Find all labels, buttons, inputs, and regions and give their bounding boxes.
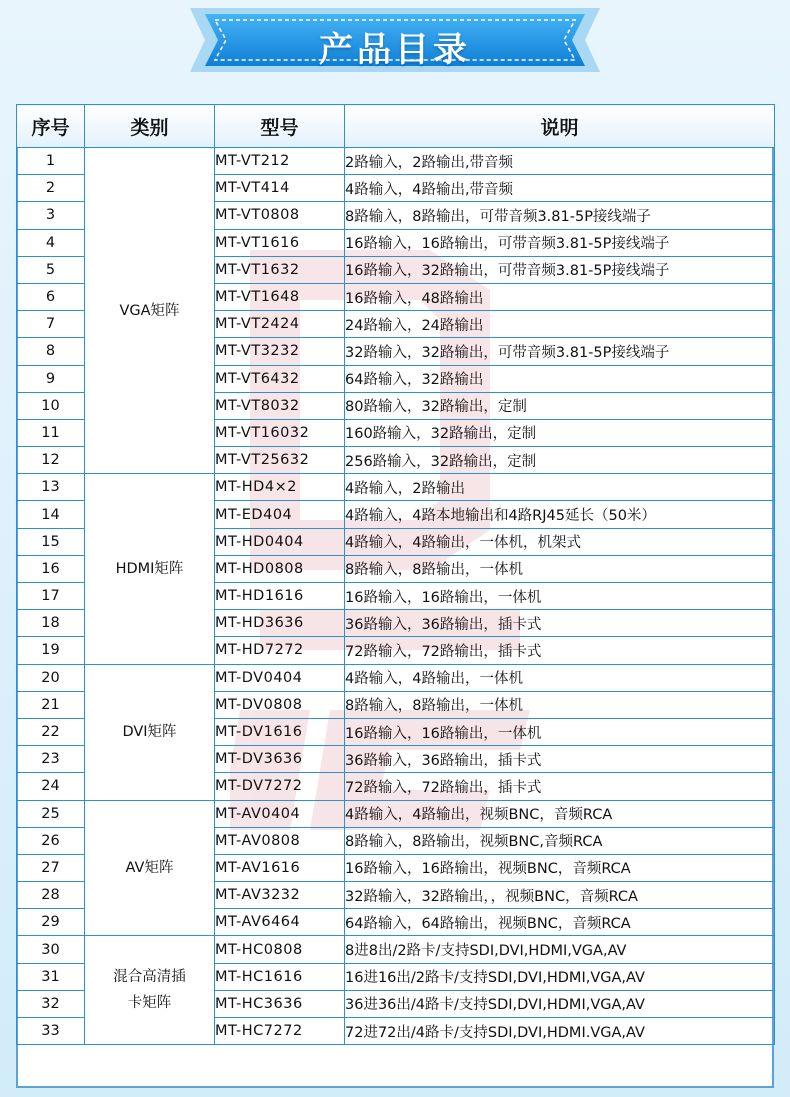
header-category: 类别 (85, 105, 215, 148)
row-number: 7 (17, 311, 85, 338)
row-number: 14 (17, 501, 85, 528)
model-cell: MT-VT0808 (215, 202, 345, 229)
description-cell: 4路输入，2路输出 (345, 474, 775, 501)
row-number: 21 (17, 691, 85, 718)
model-cell: MT-AV3232 (215, 882, 345, 909)
description-cell: 36路输入，36路输出，插卡式 (345, 610, 775, 637)
model-cell: MT-HC1616 (215, 963, 345, 990)
row-number: 19 (17, 637, 85, 664)
description-cell: 32路输入，32路输出，可带音频3.81-5P接线端子 (345, 338, 775, 365)
description-cell: 72进72出/4路卡/支持SDI,DVI,HDMI.VGA,AV (345, 1018, 775, 1045)
row-number: 27 (17, 854, 85, 881)
model-cell: MT-VT1632 (215, 256, 345, 283)
row-number: 6 (17, 283, 85, 310)
description-cell: 72路输入，72路输出，插卡式 (345, 637, 775, 664)
model-cell: MT-HD3636 (215, 610, 345, 637)
description-cell: 64路输入，32路输出 (345, 365, 775, 392)
category-label: AV矩阵 (125, 859, 174, 876)
table-row (17, 664, 775, 691)
description-cell: 4路输入，4路输出，一体机，机架式 (345, 528, 775, 555)
row-number: 16 (17, 555, 85, 582)
row-number: 8 (17, 338, 85, 365)
model-cell: MT-VT212 (215, 148, 345, 175)
row-number: 5 (17, 256, 85, 283)
description-cell: 24路输入，24路输出 (345, 311, 775, 338)
model-cell: MT-AV0404 (215, 800, 345, 827)
category-label: VGA矩阵 (119, 302, 180, 319)
model-cell: MT-VT1648 (215, 283, 345, 310)
model-cell: MT-AV1616 (215, 854, 345, 881)
description-cell: 16路输入，16路输出，一体机 (345, 583, 775, 610)
model-cell: MT-HC0808 (215, 936, 345, 963)
category-cell (85, 800, 215, 936)
row-number: 22 (17, 718, 85, 745)
header-model: 型号 (215, 105, 345, 148)
model-cell: MT-AV0808 (215, 827, 345, 854)
description-cell: 32路输入，32路输出，，视频BNC，音频RCA (345, 882, 775, 909)
model-cell: MT-HD7272 (215, 637, 345, 664)
model-cell: MT-AV6464 (215, 909, 345, 936)
model-cell: MT-VT414 (215, 175, 345, 202)
model-cell: MT-VT2424 (215, 311, 345, 338)
header-description: 说明 (345, 105, 775, 148)
description-cell: 4路输入，4路输出，视频BNC，音频RCA (345, 800, 775, 827)
category-label: DVI矩阵 (122, 724, 177, 741)
description-cell: 8路输入，8路输出，一体机 (345, 691, 775, 718)
row-number: 13 (17, 474, 85, 501)
description-cell: 16进16出/2路卡/支持SDI,DVI,HDMI,VGA,AV (345, 963, 775, 990)
table-row (17, 800, 775, 827)
model-cell: MT-ED404 (215, 501, 345, 528)
table-row (17, 936, 775, 963)
description-cell: 16路输入，48路输出 (345, 283, 775, 310)
category-cell (85, 664, 215, 800)
description-cell: 36路输入，36路输出，插卡式 (345, 746, 775, 773)
model-cell: MT-VT1616 (215, 229, 345, 256)
row-number: 11 (17, 419, 85, 446)
description-cell: 4路输入，4路本地输出和4路RJ45延长（50米） (345, 501, 775, 528)
row-number: 17 (17, 583, 85, 610)
description-cell: 16路输入，16路输出，视频BNC，音频RCA (345, 854, 775, 881)
row-number: 3 (17, 202, 85, 229)
category-cell (85, 936, 215, 1045)
category-label: HDMI矩阵 (115, 560, 184, 577)
description-cell: 4路输入，4路输出,带音频 (345, 175, 775, 202)
row-number: 33 (17, 1018, 85, 1045)
category-cell (85, 474, 215, 664)
description-cell: 8路输入，8路输出，可带音频3.81-5P接线端子 (345, 202, 775, 229)
model-cell: MT-DV1616 (215, 718, 345, 745)
model-cell: MT-VT16032 (215, 419, 345, 446)
model-cell: MT-DV0808 (215, 691, 345, 718)
category-label: 混合高清插卡矩阵 (113, 969, 186, 1012)
row-number: 15 (17, 528, 85, 555)
model-cell: MT-HD0404 (215, 528, 345, 555)
row-number: 25 (17, 800, 85, 827)
description-cell: 2路输入，2路输出,带音频 (345, 148, 775, 175)
row-number: 9 (17, 365, 85, 392)
description-cell: 64路输入，64路输出，视频BNC，音频RCA (345, 909, 775, 936)
row-number: 1 (17, 148, 85, 175)
description-cell: 16路输入，16路输出，可带音频3.81-5P接线端子 (345, 229, 775, 256)
description-cell: 256路输入，32路输出，定制 (345, 447, 775, 474)
row-number: 29 (17, 909, 85, 936)
category-cell (85, 148, 215, 474)
title-banner (0, 0, 790, 84)
description-cell: 16路输入，16路输出，一体机 (345, 718, 775, 745)
row-number: 4 (17, 229, 85, 256)
description-cell: 8路输入，8路输出，视频BNC,音频RCA (345, 827, 775, 854)
description-cell: 36进36出/4路卡/支持SDI,DVI,HDMI,VGA,AV (345, 990, 775, 1017)
row-number: 2 (17, 175, 85, 202)
header-no: 序号 (17, 105, 85, 148)
model-cell: MT-VT3232 (215, 338, 345, 365)
table-body (17, 148, 775, 1045)
row-number: 20 (17, 664, 85, 691)
row-number: 23 (17, 746, 85, 773)
model-cell: MT-DV7272 (215, 773, 345, 800)
model-cell: MT-DV0404 (215, 664, 345, 691)
model-cell: MT-VT6432 (215, 365, 345, 392)
model-cell: MT-HD1616 (215, 583, 345, 610)
table-header-row (17, 105, 775, 148)
row-number: 30 (17, 936, 85, 963)
model-cell: MT-HC7272 (215, 1018, 345, 1045)
page-title: 产品目录 (319, 30, 471, 70)
row-number: 32 (17, 990, 85, 1017)
row-number: 26 (17, 827, 85, 854)
model-cell: MT-VT8032 (215, 392, 345, 419)
table-row (17, 474, 775, 501)
description-cell: 80路输入，32路输出，定制 (345, 392, 775, 419)
row-number: 28 (17, 882, 85, 909)
table-row (17, 148, 775, 175)
description-cell: 72路输入，72路输出，插卡式 (345, 773, 775, 800)
row-number: 24 (17, 773, 85, 800)
model-cell: MT-HD0808 (215, 555, 345, 582)
row-number: 18 (17, 610, 85, 637)
model-cell: MT-HC3636 (215, 990, 345, 1017)
row-number: 10 (17, 392, 85, 419)
row-number: 12 (17, 447, 85, 474)
row-number: 31 (17, 963, 85, 990)
description-cell: 4路输入，4路输出，一体机 (345, 664, 775, 691)
description-cell: 16路输入，32路输出，可带音频3.81-5P接线端子 (345, 256, 775, 283)
description-cell: 8路输入，8路输出，一体机 (345, 555, 775, 582)
product-catalog-table (16, 104, 775, 1045)
model-cell: MT-VT25632 (215, 447, 345, 474)
description-cell: 160路输入，32路输出，定制 (345, 419, 775, 446)
model-cell: MT-DV3636 (215, 746, 345, 773)
description-cell: 8进8出/2路卡/支持SDI,DVI,HDMI,VGA,AV (345, 936, 775, 963)
model-cell: MT-HD4×2 (215, 474, 345, 501)
